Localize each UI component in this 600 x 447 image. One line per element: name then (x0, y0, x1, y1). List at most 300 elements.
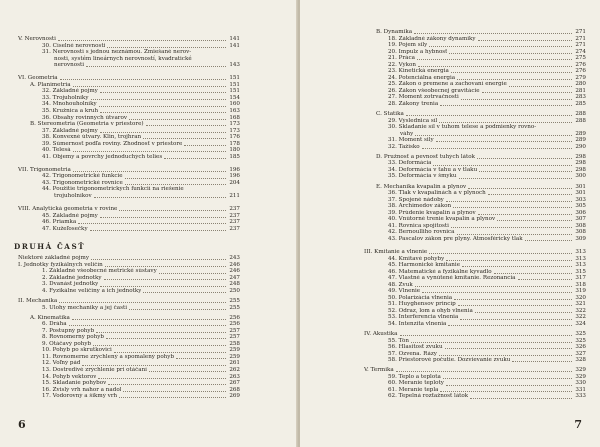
leader-dots (418, 66, 572, 67)
toc-page-number: 322 (575, 314, 586, 321)
toc-entry-title: 44. Použitie trigonometrických funkcií na riešenie (42, 186, 184, 193)
right-toc (360, 29, 586, 400)
toc-page-number: 246 (229, 261, 240, 268)
leader-dots (125, 178, 226, 179)
toc-entry-title: 53. Interferencia vlnenia (388, 314, 459, 321)
toc-page-number: 301 (575, 190, 586, 197)
toc-entry-title: 1. Základné všeobecné metrické sústavy (42, 268, 157, 275)
leader-dots (119, 397, 226, 398)
toc-page-number: 331 (575, 386, 586, 393)
leader-dots (100, 132, 226, 133)
leader-dots (100, 286, 226, 287)
toc-entry-title: 55. Tón (388, 337, 409, 344)
toc-entry-title: 46. Priamka (42, 219, 77, 226)
leader-dots (459, 178, 572, 179)
toc-entry-title: V. Termika (364, 367, 394, 374)
toc-page-number: 247 (229, 274, 240, 281)
leader-dots (482, 92, 572, 93)
toc-entry-title: váhy (400, 130, 414, 137)
toc-entry-title: 7. Postupný pohyb (42, 327, 95, 334)
toc-page-number: 246 (229, 268, 240, 275)
toc-entry-title: 61. Meranie tepla (388, 386, 439, 393)
part-heading: DRUHÁ ČASŤ (14, 241, 86, 251)
leader-dots (104, 279, 226, 280)
toc-entry-title: 47. Kužeľosečky (42, 225, 88, 232)
leader-dots (494, 273, 572, 274)
toc-entry-title: 52. Odraz, lom a ohyb vlnenia (388, 307, 473, 314)
toc-entry-title: 36. Tlak v kvapalinách a v plynoch (388, 190, 486, 197)
toc-entry-title: 35. Deformácia v šmyku (388, 173, 457, 180)
toc-entry-title: 48. Zvuk (388, 281, 413, 288)
toc-entry-title: II. Mechanika (18, 298, 58, 305)
toc-page-number: 257 (229, 327, 240, 334)
leader-dots (100, 92, 226, 93)
leader-dots (406, 115, 572, 116)
leader-dots (440, 105, 572, 106)
leader-dots (475, 312, 572, 313)
toc-entry-title: 39. Prúdenie kvapalín a plynov (388, 209, 476, 216)
leader-dots (73, 171, 226, 172)
toc-entry-title: 49. Vlnenie (388, 288, 421, 295)
spacer (14, 232, 240, 239)
toc-page-number: 329 (575, 367, 586, 374)
toc-entry-title: A. Planimetria (30, 81, 71, 88)
leader-dots (96, 332, 226, 333)
leader-dots (86, 66, 226, 67)
leader-dots (164, 158, 226, 159)
toc-entry-title: 56. Hlasitosť zvuku (388, 344, 443, 351)
toc-entry-title: 44. Kmitavé pohyby (388, 255, 445, 262)
toc-entry-title: 34. Mnohouholníky (42, 101, 97, 108)
toc-entry-title: 31. Moment sily (388, 137, 434, 144)
toc-page-number: 288 (575, 111, 586, 118)
toc-page-number: 275 (575, 55, 586, 62)
toc-entry (360, 236, 586, 243)
leader-dots (436, 141, 572, 142)
toc-entry-title: 9. Otáčavý pohyb (42, 340, 92, 347)
toc-entry-title: III. Kmitanie a vlnenie (364, 248, 428, 255)
toc-page-number: 317 (575, 275, 586, 282)
toc-page-number: 308 (575, 222, 586, 229)
leader-dots (100, 217, 226, 218)
leader-dots (461, 99, 572, 100)
toc-entry-title: 33. Trojuholníky (42, 94, 89, 101)
toc-page-number: 300 (575, 173, 586, 180)
toc-page-number: 329 (575, 373, 586, 380)
toc-entry-title: VI. Geometria (18, 75, 58, 82)
toc-page-number: 315 (575, 268, 586, 275)
toc-entry (360, 321, 586, 328)
leader-dots (143, 138, 226, 139)
toc-entry-title: 37. Spojené nádoby (388, 196, 444, 203)
toc-entry-title: 42. Trigonometrické funkcie (42, 173, 123, 180)
toc-page-number: 280 (575, 81, 586, 88)
toc-entry (14, 305, 240, 312)
leader-dots (439, 122, 572, 123)
toc-page-number: 255 (229, 304, 240, 311)
toc-page-number: 306 (575, 209, 586, 216)
toc-page-number: 263 (229, 373, 240, 380)
left-page-number: 6 (18, 418, 26, 431)
toc-page-number: 141 (229, 42, 240, 49)
toc-entry-title: 43. Pascalov zákon pre plyny. Atmosférický tlak (388, 235, 523, 242)
toc-entry-title: 12. Voľný pád (42, 360, 81, 367)
leader-dots (146, 125, 226, 126)
toc-page-number: 237 (229, 219, 240, 226)
toc-entry-title: 46. Matematické a fyzikálne kyvadlo (388, 268, 492, 275)
toc-entry-title: B. Stereometria (Geometria v priestore) (30, 121, 144, 128)
leader-dots (396, 371, 572, 372)
leader-dots (453, 207, 572, 208)
toc-entry (360, 357, 586, 364)
toc-page-number: 196 (229, 166, 240, 173)
toc-entry-title: 8. Rovnomerný pohyb (42, 334, 104, 341)
leader-dots (451, 227, 572, 228)
toc-entry (360, 101, 586, 108)
leader-dots (488, 194, 572, 195)
leader-dots (414, 33, 572, 34)
toc-page-number: 322 (575, 307, 586, 314)
toc-page-number: 318 (575, 281, 586, 288)
toc-page-number: 271 (575, 35, 586, 42)
leader-dots (143, 292, 226, 293)
toc-entry-title: E. Mechanika kvapalín a plynov (376, 183, 467, 190)
toc-page-number: 319 (575, 288, 586, 295)
toc-entry-title: Niektoré základné pojmy (18, 255, 89, 262)
toc-entry-title: 40. Telesá (42, 147, 71, 154)
toc-page-number: 288 (575, 117, 586, 124)
toc-entry-title: 19. Pojem sily (388, 42, 428, 49)
toc-entry-title: B. Dynamika (376, 29, 413, 35)
toc-page-number: 313 (575, 255, 586, 262)
leader-dots (159, 273, 226, 274)
toc-entry-title: C. Statika (376, 111, 404, 118)
toc-page-number: 243 (229, 255, 240, 262)
leader-dots (123, 391, 226, 392)
toc-entry-title: 21. Práca (388, 55, 415, 62)
toc-page-number: 259 (229, 347, 240, 354)
leader-dots (445, 348, 572, 349)
toc-entry-title: 3. Dvanásť jednotky (42, 281, 99, 288)
leader-dots (58, 40, 226, 41)
toc-entry-title: 41. Rovnica spojitosti (388, 222, 449, 229)
toc-page-number: 325 (575, 337, 586, 344)
toc-entry-title: 34. Deformácia v ťahu a v tlaku (388, 166, 478, 173)
toc-entry-title: 42. Bernoulliho rovnica (388, 229, 455, 236)
leader-dots (91, 99, 227, 100)
toc-entry-title: 15. Skladanie pohybov (42, 380, 107, 387)
toc-entry-title: 6. Dráha (42, 321, 67, 328)
toc-entry-title: trojuholníkov (54, 193, 92, 200)
toc-page-number: 276 (575, 61, 586, 68)
leader-dots (69, 325, 226, 326)
toc-entry-title: 58. Priestorové počutie. Dozvievanie zvuku (388, 357, 511, 364)
toc-page-number: 259 (229, 353, 240, 360)
leader-dots (478, 40, 572, 41)
leader-dots (176, 358, 226, 359)
leader-dots (60, 79, 226, 80)
toc-page-number: 237 (229, 212, 240, 219)
leader-dots (59, 302, 226, 303)
leader-dots (446, 385, 572, 386)
leader-dots (129, 309, 226, 310)
toc-entry-title: 38. Konvexné útvary. Klin, trojhran (42, 134, 142, 141)
leader-dots (415, 135, 572, 136)
toc-entry-title: 26. Zákon všeobecnej gravitácie (388, 87, 480, 94)
toc-page-number: 250 (229, 288, 240, 294)
toc-page-number: 261 (229, 360, 240, 367)
toc-page-number: 271 (575, 42, 586, 49)
toc-entry-title: 11. Rovnomerne zrýchlený a spomalený pohyb (42, 353, 175, 360)
leader-dots (460, 319, 572, 320)
toc-entry-title: 50. Polarizácia vlnenia (388, 294, 453, 301)
toc-page-number: 141 (229, 36, 240, 42)
leader-dots (443, 378, 572, 379)
right-page-number: 7 (574, 418, 582, 431)
toc-entry (360, 144, 586, 151)
leader-dots (462, 266, 572, 267)
leader-dots (107, 47, 226, 48)
toc-entry-title: 62. Tepelná rozťažnosť látok (388, 393, 469, 400)
toc-page-number: 298 (575, 160, 586, 167)
toc-page-number: 298 (575, 166, 586, 173)
leader-dots (451, 72, 572, 73)
leader-dots (470, 398, 572, 399)
toc-page-number: 276 (575, 68, 586, 75)
toc-page-number: 307 (575, 216, 586, 223)
leader-dots (149, 371, 226, 372)
toc-page-number: 163 (229, 107, 240, 114)
toc-page-number: 176 (229, 134, 240, 141)
toc-page-number: 262 (229, 367, 240, 374)
toc-entry-title: 41. Objemy a povrchy jednoduchých telies (42, 153, 163, 160)
toc-page-number: 330 (575, 380, 586, 387)
leader-dots (415, 286, 572, 287)
toc-entry (14, 288, 240, 295)
leader-dots (82, 365, 226, 366)
leader-dots (457, 79, 572, 80)
toc-page-number: 178 (229, 140, 240, 147)
toc-page-number: 333 (575, 393, 586, 400)
toc-entry-title: 60. Meranie teploty (388, 380, 444, 387)
leader-dots (458, 305, 572, 306)
toc-entry-title: 13. Dostredivé zrýchlenie pri otáčaní (42, 367, 147, 374)
leader-dots (400, 335, 573, 336)
toc-entry-title: 39. Súmernosť podľa roviny. Zhodnosť v priestore (42, 140, 183, 147)
toc-page-number: 321 (575, 301, 586, 308)
leader-dots (184, 145, 226, 146)
toc-page-number: 327 (575, 350, 586, 357)
toc-entry-title: 37. Základné pojmy (42, 127, 98, 134)
toc-page-number: 257 (229, 334, 240, 341)
toc-page-number: 168 (229, 114, 240, 121)
toc-page-number: 204 (229, 179, 240, 186)
toc-page-number: 211 (229, 193, 240, 200)
leader-dots (518, 279, 573, 280)
leader-dots (105, 266, 226, 267)
toc-entry-title: 17. Vodorovný a šikmý vrh (42, 393, 118, 400)
toc-entry-title: 38. Archimedov zákon (388, 203, 452, 210)
leader-dots (78, 223, 226, 224)
toc-page-number: 301 (575, 183, 586, 190)
toc-page-number: 298 (575, 153, 586, 160)
toc-page-number: 268 (229, 386, 240, 393)
toc-entry (14, 193, 240, 200)
toc-page-number: 279 (575, 74, 586, 81)
toc-page-number: 305 (575, 203, 586, 210)
toc-entry-title: 10. Pohyb po skrutkovici (42, 347, 112, 354)
toc-page-number: 154 (229, 94, 240, 101)
leader-dots (99, 106, 226, 107)
toc-entry-title: I. Jednotky fyzikálnych veličín (18, 261, 103, 268)
toc-entry-title: 30. Skladanie síl v tuhom telese a podmienky rovno- (388, 124, 537, 131)
toc-page-number: 271 (575, 29, 586, 35)
leader-dots (125, 184, 226, 185)
toc-entry-title: 54. Intenzita vlnenia (388, 320, 447, 327)
toc-entry-title: D. Pružnosť a pevnosť tuhých látok (376, 153, 475, 160)
toc-entry (14, 393, 240, 400)
leader-dots (512, 361, 572, 362)
leader-dots (525, 240, 572, 241)
toc-entry-title: VII. Trigonometria (18, 166, 71, 173)
leader-dots (129, 119, 226, 120)
leader-dots (429, 253, 572, 254)
toc-entry-title: 2. Základné jednotky (42, 274, 102, 281)
left-page (0, 0, 298, 447)
toc-page-number: 196 (229, 173, 240, 180)
toc-entry-title: 4. Fyzikálne veličiny a ich jednotky (42, 288, 142, 294)
leader-dots (93, 345, 226, 346)
toc-page-number: 173 (229, 121, 240, 128)
toc-entry-title: 40. Vnútorné trenie kvapalín a plynov (388, 216, 496, 223)
toc-entry-title: 57. Ozvena. Rázy (388, 350, 437, 357)
toc-page-number: 281 (575, 87, 586, 94)
leader-dots (439, 355, 572, 356)
toc-entry-title: IV. Akustika (364, 331, 398, 338)
toc-entry-title: 24. Potenciálna energia (388, 74, 456, 81)
toc-page-number: 151 (229, 81, 240, 88)
toc-page-number: 237 (229, 206, 240, 213)
toc-page-number: 256 (229, 314, 240, 321)
leader-dots (449, 53, 572, 54)
toc-entry-title: 22. Výkon (388, 61, 417, 68)
toc-page-number: 151 (229, 88, 240, 95)
leader-dots (454, 299, 572, 300)
toc-page-number: 258 (229, 340, 240, 347)
toc-entry-title: 36. Obsahy rovinných útvarov (42, 114, 128, 121)
toc-page-number: 303 (575, 196, 586, 203)
toc-page-number: 269 (229, 393, 240, 400)
leader-dots (429, 46, 572, 47)
toc-entry-title: 32. Základné pojmy (42, 88, 98, 95)
toc-entry (14, 62, 240, 69)
toc-page-number: 256 (229, 321, 240, 328)
toc-entry-title: VIII. Analytická geometria v rovine (18, 206, 118, 213)
leader-dots (108, 384, 226, 385)
toc-page-number: 143 (229, 62, 240, 69)
right-page (300, 0, 600, 447)
toc-entry (14, 226, 240, 233)
leader-dots (497, 220, 572, 221)
toc-entry (14, 49, 240, 56)
toc-page-number: 151 (229, 75, 240, 82)
leader-dots (114, 352, 226, 353)
toc-page-number: 180 (229, 147, 240, 154)
leader-dots (422, 292, 572, 293)
toc-entry-title: 5. Úlohy mechaniky a jej časti (42, 304, 127, 311)
toc-entry-title: A. Kinematika (30, 314, 70, 321)
toc-page-number: 289 (575, 130, 586, 137)
toc-entry-title: 18. Základné zákony dynamiky (388, 35, 476, 42)
toc-page-number: 309 (575, 235, 586, 242)
leader-dots (106, 338, 226, 339)
toc-entry (360, 173, 586, 180)
toc-entry-title: 31. Nerovnosti s jednou neznámou. Zmiešané nerov- (42, 49, 192, 56)
toc-entry-title: 45. Harmonické kmitanie (388, 262, 461, 269)
leader-dots (457, 234, 572, 235)
leader-dots (478, 214, 572, 215)
toc-page-number: 160 (229, 101, 240, 108)
toc-entry (360, 393, 586, 400)
toc-entry (14, 154, 240, 161)
toc-entry-title: 29. Výslednica síl (388, 117, 438, 124)
toc-page-number: 274 (575, 48, 586, 55)
leader-dots (72, 319, 226, 320)
toc-page-number: 324 (575, 320, 586, 327)
toc-entry-title: 45. Základné pojmy (42, 212, 98, 219)
leader-dots (417, 59, 572, 60)
toc-page-number: 313 (575, 248, 586, 255)
leader-dots (100, 112, 226, 113)
toc-page-number: 328 (575, 357, 586, 364)
leader-dots (448, 325, 572, 326)
toc-page-number: 185 (229, 153, 240, 160)
leader-dots (422, 148, 572, 149)
toc-entry-title: 51. Huyghensov princíp (388, 301, 456, 308)
toc-entry-title: 35. Kružnica a kruh (42, 107, 99, 114)
leader-dots (98, 378, 226, 379)
toc-entry-title: 27. Moment zotrvačnosti (388, 94, 459, 101)
toc-page-number: 173 (229, 127, 240, 134)
toc-entry-title: 14. Pohyb vektorov (42, 373, 97, 380)
toc-page-number: 290 (575, 143, 586, 150)
toc-entry-title: 59. Teplo a teplota (388, 373, 441, 380)
leader-dots (91, 259, 226, 260)
leader-dots (73, 86, 226, 87)
toc-page-number: 283 (575, 94, 586, 101)
toc-page-number: 267 (229, 380, 240, 387)
toc-entry-title: 47. Vlastné a vynútené kmitanie. Rezonancia (388, 275, 516, 282)
toc-page-number: 308 (575, 229, 586, 236)
left-toc (14, 36, 240, 400)
toc-page-number: 289 (575, 137, 586, 144)
toc-page-number: 326 (575, 344, 586, 351)
toc-page-number: 313 (575, 262, 586, 269)
leader-dots (433, 165, 572, 166)
toc-entry-title: 28. Zákony trenia (388, 101, 439, 108)
toc-entry-title: 16. Zvislý vrh nahor a nadol (42, 386, 122, 393)
leader-dots (446, 260, 572, 261)
leader-dots (411, 342, 572, 343)
toc-entry-title: 32. Ťažisko (388, 143, 420, 150)
leader-dots (509, 86, 572, 87)
leader-dots (73, 151, 226, 152)
toc-entry-title: V. Nerovnosti (18, 36, 56, 42)
toc-entry-title: 33. Deformácia (388, 160, 432, 167)
leader-dots (477, 158, 572, 159)
toc-page-number: 237 (229, 225, 240, 232)
leader-dots (440, 391, 572, 392)
